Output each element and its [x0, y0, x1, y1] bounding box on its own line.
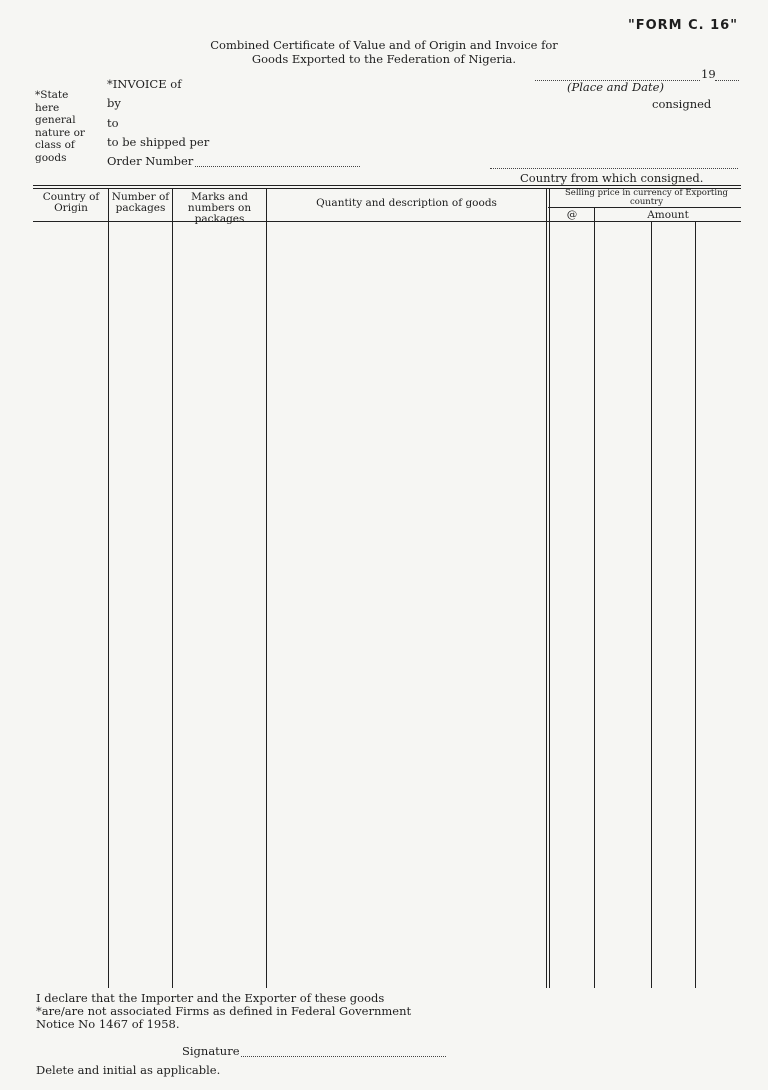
- place-date-label: (Place and Date): [567, 80, 664, 94]
- year-prefix: 19: [701, 67, 716, 81]
- delete-note: Delete and initial as applicable.: [36, 1063, 221, 1077]
- col-header-at: @: [566, 209, 578, 221]
- country-consigned-field[interactable]: [490, 168, 738, 169]
- form-title-line-2: Goods Exported to the Federation of Nigeria.: [251, 52, 517, 66]
- col-header-amount: Amount: [647, 209, 689, 221]
- col-header-marks: Marks and numbers on packages: [187, 191, 252, 225]
- declaration-line-2: *are/are not associated Firms as defined in Federal Government: [36, 1004, 412, 1018]
- col-header-origin: Country of Origin: [42, 191, 100, 214]
- form-title-line-1: Combined Certificate of Value and of Origin and Invoice for: [210, 38, 558, 52]
- declaration-line-3: Notice No 1467 of 1958.: [36, 1017, 180, 1031]
- col-header-selling-price: Selling price in currency of Exporting country: [564, 188, 728, 207]
- to-label: to: [107, 116, 119, 130]
- order-number-label: Order Number: [107, 154, 194, 168]
- invoice-of-label: *INVOICE of: [107, 77, 182, 91]
- by-label: by: [107, 96, 121, 110]
- shipped-per-label: to be shipped per: [107, 135, 210, 149]
- col-header-packages: Number of packages: [111, 191, 170, 214]
- side-note: *State here general nature or class of goods: [35, 89, 85, 164]
- col-header-quantity: Quantity and description of goods: [316, 197, 497, 209]
- form-code: "FORM C. 16": [627, 18, 738, 33]
- signature-label: Signature: [182, 1044, 240, 1058]
- country-consigned-label: Country from which consigned.: [520, 171, 704, 185]
- year-field[interactable]: [715, 80, 739, 81]
- consigned-label: consigned: [652, 97, 712, 111]
- signature-field[interactable]: [241, 1056, 446, 1057]
- order-number-field[interactable]: [195, 166, 360, 167]
- declaration-line-1: I declare that the Importer and the Exporter of these goods: [36, 991, 385, 1005]
